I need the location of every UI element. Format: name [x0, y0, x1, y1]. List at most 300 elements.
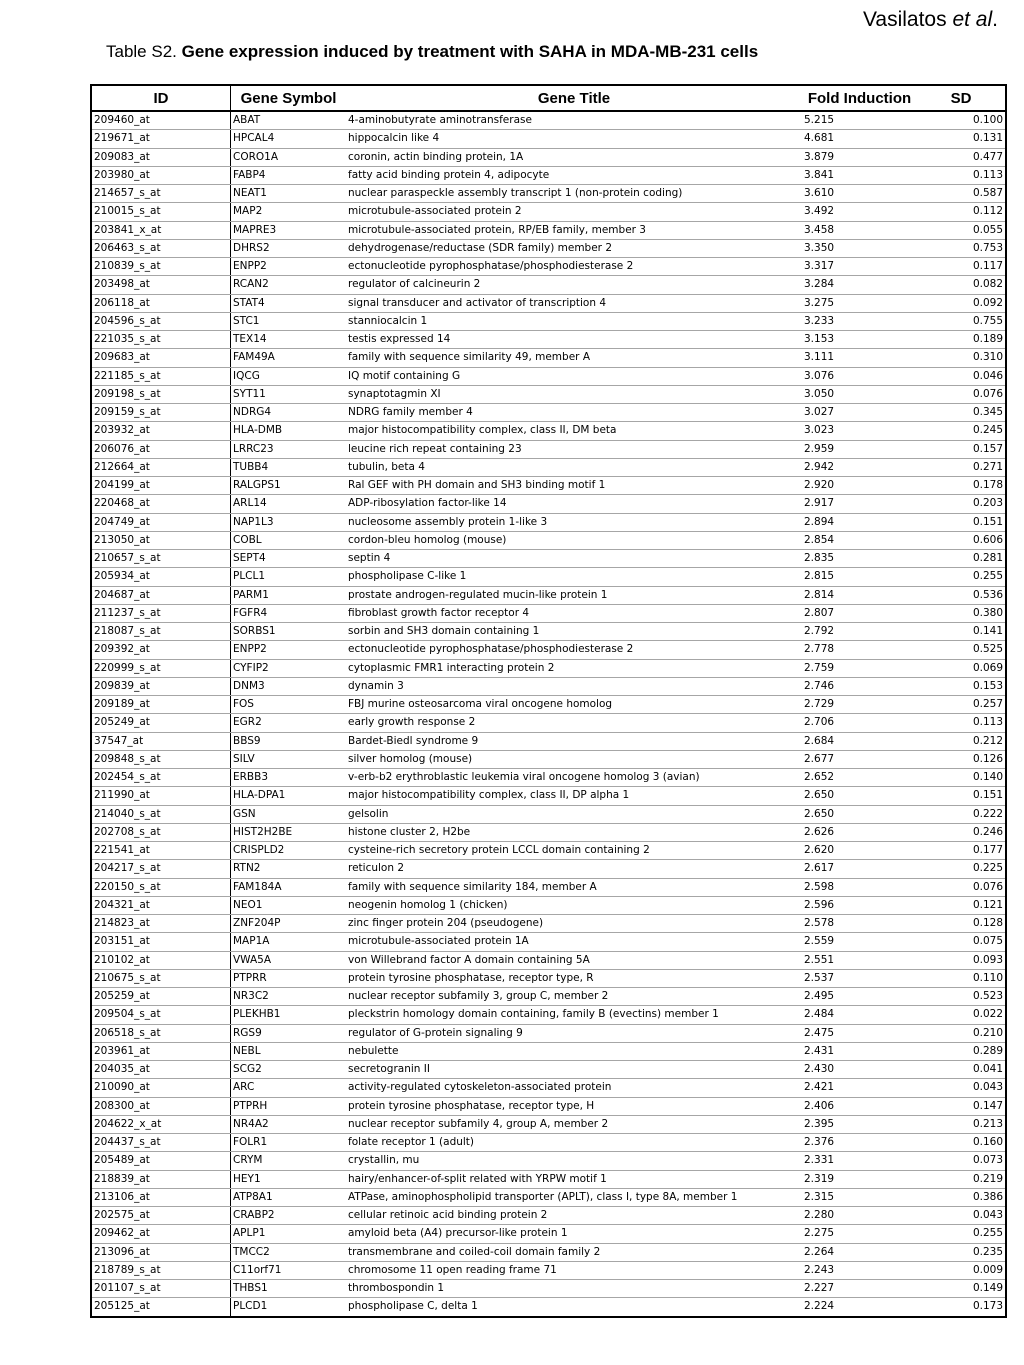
table-row — [91, 258, 1006, 276]
cell-gene-symbol: ZNF204P — [231, 915, 347, 933]
cell-fold-induction: 2.376 — [802, 1134, 917, 1152]
cell-gene-title: cysteine-rich secretory protein LCCL domain containing 2 — [346, 842, 802, 860]
cell-gene-symbol: ABAT — [231, 111, 347, 130]
cell-gene-title: ectonucleotide pyrophosphatase/phosphodiesterase 2 — [346, 258, 802, 276]
cell-fold-induction: 2.835 — [802, 550, 917, 568]
cell-gene-symbol: MAP2 — [231, 203, 347, 221]
cell-sd: 0.219 — [917, 1170, 1006, 1188]
cell-id: 203498_at — [91, 276, 231, 294]
table-row — [91, 495, 1006, 513]
cell-gene-title: silver homolog (mouse) — [346, 750, 802, 768]
cell-id: 210015_s_at — [91, 203, 231, 221]
cell-fold-induction: 3.350 — [802, 239, 917, 257]
cell-sd: 0.110 — [917, 969, 1006, 987]
cell-sd: 0.380 — [917, 604, 1006, 622]
cell-sd: 0.255 — [917, 1225, 1006, 1243]
cell-gene-symbol: LRRC23 — [231, 440, 347, 458]
cell-sd: 0.117 — [917, 258, 1006, 276]
cell-gene-symbol: CRISPLD2 — [231, 842, 347, 860]
cell-id: 218789_s_at — [91, 1261, 231, 1279]
cell-gene-symbol: PTPRR — [231, 969, 347, 987]
table-row — [91, 1006, 1006, 1024]
cell-gene-symbol: TMCC2 — [231, 1243, 347, 1261]
table-row — [91, 1225, 1006, 1243]
cell-sd: 0.160 — [917, 1134, 1006, 1152]
author-name: Vasilatos — [862, 8, 953, 31]
cell-sd: 0.345 — [917, 404, 1006, 422]
table-row — [91, 477, 1006, 495]
cell-id: 203841_x_at — [91, 221, 231, 239]
cell-gene-title: cordon-bleu homolog (mouse) — [346, 531, 802, 549]
cell-sd: 0.289 — [917, 1042, 1006, 1060]
table-row — [91, 1134, 1006, 1152]
cell-fold-induction: 3.233 — [802, 312, 917, 330]
cell-sd: 0.271 — [917, 458, 1006, 476]
cell-gene-symbol: HPCAL4 — [231, 130, 347, 148]
cell-id: 209839_at — [91, 677, 231, 695]
table-row — [91, 513, 1006, 531]
cell-gene-symbol: CORO1A — [231, 148, 347, 166]
cell-gene-title: regulator of G-protein signaling 9 — [346, 1024, 802, 1042]
cell-fold-induction: 2.395 — [802, 1115, 917, 1133]
caption-label: Table S2. — [106, 42, 182, 61]
cell-id: 203980_at — [91, 166, 231, 184]
table-row — [91, 951, 1006, 969]
cell-fold-induction: 2.626 — [802, 823, 917, 841]
cell-gene-symbol: RCAN2 — [231, 276, 347, 294]
cell-fold-induction: 2.920 — [802, 477, 917, 495]
cell-sd: 0.128 — [917, 915, 1006, 933]
cell-id: 205934_at — [91, 568, 231, 586]
cell-id: 210090_at — [91, 1079, 231, 1097]
cell-id: 203961_at — [91, 1042, 231, 1060]
cell-gene-title: thrombospondin 1 — [346, 1280, 802, 1298]
cell-sd: 0.141 — [917, 623, 1006, 641]
cell-sd: 0.022 — [917, 1006, 1006, 1024]
table-row — [91, 787, 1006, 805]
cell-sd: 0.173 — [917, 1298, 1006, 1317]
cell-sd: 0.210 — [917, 1024, 1006, 1042]
cell-gene-symbol: SEPT4 — [231, 550, 347, 568]
cell-id: 209683_at — [91, 349, 231, 367]
table-row — [91, 915, 1006, 933]
cell-gene-symbol: RGS9 — [231, 1024, 347, 1042]
cell-gene-symbol: MAPRE3 — [231, 221, 347, 239]
cell-gene-symbol: EGR2 — [231, 714, 347, 732]
cell-sd: 0.213 — [917, 1115, 1006, 1133]
table-row — [91, 1170, 1006, 1188]
cell-id: 218087_s_at — [91, 623, 231, 641]
cell-id: 220468_at — [91, 495, 231, 513]
table-row — [91, 842, 1006, 860]
cell-gene-title: 4-aminobutyrate aminotransferase — [346, 111, 802, 130]
table-row — [91, 130, 1006, 148]
table-row — [91, 166, 1006, 184]
table-header-row — [91, 85, 1006, 111]
cell-gene-title: hippocalcin like 4 — [346, 130, 802, 148]
cell-fold-induction: 3.275 — [802, 294, 917, 312]
cell-gene-title: dehydrogenase/reductase (SDR family) member 2 — [346, 239, 802, 257]
cell-fold-induction: 3.610 — [802, 185, 917, 203]
cell-gene-title: IQ motif containing G — [346, 367, 802, 385]
cell-gene-symbol: RTN2 — [231, 860, 347, 878]
table-row — [91, 586, 1006, 604]
cell-gene-title: FBJ murine osteosarcoma viral oncogene homolog — [346, 696, 802, 714]
cell-gene-symbol: HIST2H2BE — [231, 823, 347, 841]
cell-fold-induction: 3.027 — [802, 404, 917, 422]
cell-gene-title: crystallin, mu — [346, 1152, 802, 1170]
cell-sd: 0.177 — [917, 842, 1006, 860]
cell-gene-title: family with sequence similarity 184, member A — [346, 878, 802, 896]
cell-id: 204035_at — [91, 1061, 231, 1079]
cell-fold-induction: 2.578 — [802, 915, 917, 933]
table-row — [91, 349, 1006, 367]
cell-fold-induction: 2.598 — [802, 878, 917, 896]
cell-sd: 0.212 — [917, 732, 1006, 750]
cell-sd: 0.151 — [917, 787, 1006, 805]
cell-id: 206118_at — [91, 294, 231, 312]
table-row — [91, 1243, 1006, 1261]
cell-id: 218839_at — [91, 1170, 231, 1188]
cell-gene-title: folate receptor 1 (adult) — [346, 1134, 802, 1152]
cell-fold-induction: 2.620 — [802, 842, 917, 860]
cell-fold-induction: 3.317 — [802, 258, 917, 276]
table-row — [91, 732, 1006, 750]
cell-gene-symbol: DHRS2 — [231, 239, 347, 257]
cell-gene-symbol: HLA-DMB — [231, 422, 347, 440]
cell-sd: 0.113 — [917, 166, 1006, 184]
cell-gene-title: septin 4 — [346, 550, 802, 568]
cell-gene-title: early growth response 2 — [346, 714, 802, 732]
cell-id: 205489_at — [91, 1152, 231, 1170]
cell-id: 209392_at — [91, 641, 231, 659]
cell-sd: 0.753 — [917, 239, 1006, 257]
cell-id: 221185_s_at — [91, 367, 231, 385]
table-row — [91, 1097, 1006, 1115]
cell-id: 205249_at — [91, 714, 231, 732]
table-row — [91, 659, 1006, 677]
cell-gene-symbol: PARM1 — [231, 586, 347, 604]
cell-gene-symbol: SILV — [231, 750, 347, 768]
cell-gene-symbol: PLCD1 — [231, 1298, 347, 1317]
table-row — [91, 1280, 1006, 1298]
cell-id: 204622_x_at — [91, 1115, 231, 1133]
table-row — [91, 805, 1006, 823]
cell-fold-induction: 2.475 — [802, 1024, 917, 1042]
author-period: . — [992, 8, 998, 31]
cell-gene-symbol: FGFR4 — [231, 604, 347, 622]
cell-id: 210839_s_at — [91, 258, 231, 276]
cell-id: 204596_s_at — [91, 312, 231, 330]
cell-gene-title: chromosome 11 open reading frame 71 — [346, 1261, 802, 1279]
cell-sd: 0.113 — [917, 714, 1006, 732]
cell-id: 203151_at — [91, 933, 231, 951]
cell-sd: 0.041 — [917, 1061, 1006, 1079]
table-row — [91, 148, 1006, 166]
cell-id: 214040_s_at — [91, 805, 231, 823]
cell-gene-title: signal transducer and activator of transcription 4 — [346, 294, 802, 312]
cell-id: 204437_s_at — [91, 1134, 231, 1152]
cell-gene-title: v-erb-b2 erythroblastic leukemia viral oncogene homolog 3 (avian) — [346, 769, 802, 787]
table-row — [91, 1188, 1006, 1206]
cell-gene-symbol: TUBB4 — [231, 458, 347, 476]
cell-gene-title: leucine rich repeat containing 23 — [346, 440, 802, 458]
cell-gene-title: cytoplasmic FMR1 interacting protein 2 — [346, 659, 802, 677]
cell-gene-title: nebulette — [346, 1042, 802, 1060]
cell-gene-title: Ral GEF with PH domain and SH3 binding motif 1 — [346, 477, 802, 495]
table-row — [91, 312, 1006, 330]
cell-sd: 0.073 — [917, 1152, 1006, 1170]
column-header-gene-symbol: Gene Symbol — [231, 85, 347, 111]
cell-sd: 0.147 — [917, 1097, 1006, 1115]
cell-gene-symbol: CRYM — [231, 1152, 347, 1170]
cell-id: 210102_at — [91, 951, 231, 969]
cell-id: 211237_s_at — [91, 604, 231, 622]
cell-fold-induction: 2.315 — [802, 1188, 917, 1206]
table-row — [91, 1024, 1006, 1042]
table-row — [91, 458, 1006, 476]
cell-gene-title: stanniocalcin 1 — [346, 312, 802, 330]
cell-gene-symbol: THBS1 — [231, 1280, 347, 1298]
table-row — [91, 221, 1006, 239]
cell-fold-induction: 2.227 — [802, 1280, 917, 1298]
cell-fold-induction: 3.111 — [802, 349, 917, 367]
table-row — [91, 239, 1006, 257]
column-header-sd: SD — [917, 85, 1006, 111]
table-row — [91, 823, 1006, 841]
cell-id: 211990_at — [91, 787, 231, 805]
cell-fold-induction: 2.815 — [802, 568, 917, 586]
cell-id: 210657_s_at — [91, 550, 231, 568]
table-row — [91, 969, 1006, 987]
cell-sd: 0.157 — [917, 440, 1006, 458]
cell-gene-symbol: GSN — [231, 805, 347, 823]
cell-id: 206518_s_at — [91, 1024, 231, 1042]
cell-fold-induction: 2.264 — [802, 1243, 917, 1261]
cell-sd: 0.055 — [917, 221, 1006, 239]
table-row — [91, 1298, 1006, 1317]
cell-fold-induction: 2.854 — [802, 531, 917, 549]
table-row — [91, 641, 1006, 659]
cell-gene-symbol: VWA5A — [231, 951, 347, 969]
cell-fold-induction: 2.894 — [802, 513, 917, 531]
cell-fold-induction: 2.650 — [802, 805, 917, 823]
table-row — [91, 276, 1006, 294]
cell-gene-symbol: HEY1 — [231, 1170, 347, 1188]
cell-id: 209083_at — [91, 148, 231, 166]
column-header-id: ID — [91, 85, 231, 111]
table-row — [91, 1042, 1006, 1060]
caption-title: Gene expression induced by treatment with SAHA in MDA-MB-231 cells — [181, 42, 759, 61]
cell-id: 212664_at — [91, 458, 231, 476]
table-row — [91, 550, 1006, 568]
cell-gene-title: pleckstrin homology domain containing, family B (evectins) member 1 — [346, 1006, 802, 1024]
author-et-al: et al — [952, 8, 993, 31]
table-row — [91, 294, 1006, 312]
cell-sd: 0.076 — [917, 878, 1006, 896]
cell-gene-title: zinc finger protein 204 (pseudogene) — [346, 915, 802, 933]
cell-gene-title: amyloid beta (A4) precursor-like protein 1 — [346, 1225, 802, 1243]
cell-gene-symbol: RALGPS1 — [231, 477, 347, 495]
cell-fold-induction: 2.406 — [802, 1097, 917, 1115]
cell-sd: 0.235 — [917, 1243, 1006, 1261]
table-row — [91, 203, 1006, 221]
cell-sd: 0.189 — [917, 331, 1006, 349]
cell-id: 209504_s_at — [91, 1006, 231, 1024]
cell-fold-induction: 2.484 — [802, 1006, 917, 1024]
cell-fold-induction: 3.076 — [802, 367, 917, 385]
cell-id: 209848_s_at — [91, 750, 231, 768]
cell-sd: 0.310 — [917, 349, 1006, 367]
cell-id: 221541_at — [91, 842, 231, 860]
cell-gene-symbol: ATP8A1 — [231, 1188, 347, 1206]
table-row — [91, 1079, 1006, 1097]
cell-gene-symbol: CRABP2 — [231, 1207, 347, 1225]
table-row — [91, 1261, 1006, 1279]
cell-id: 201107_s_at — [91, 1280, 231, 1298]
cell-sd: 0.755 — [917, 312, 1006, 330]
cell-sd: 0.112 — [917, 203, 1006, 221]
cell-fold-induction: 2.814 — [802, 586, 917, 604]
cell-sd: 0.523 — [917, 988, 1006, 1006]
cell-id: 204687_at — [91, 586, 231, 604]
cell-gene-symbol: NEAT1 — [231, 185, 347, 203]
cell-gene-symbol: ENPP2 — [231, 258, 347, 276]
cell-gene-symbol: COBL — [231, 531, 347, 549]
cell-sd: 0.069 — [917, 659, 1006, 677]
cell-id: 213050_at — [91, 531, 231, 549]
cell-sd: 0.043 — [917, 1207, 1006, 1225]
cell-fold-induction: 5.215 — [802, 111, 917, 130]
cell-sd: 0.225 — [917, 860, 1006, 878]
cell-id: 202454_s_at — [91, 769, 231, 787]
cell-id: 219671_at — [91, 130, 231, 148]
table-row — [91, 878, 1006, 896]
cell-gene-title: histone cluster 2, H2be — [346, 823, 802, 841]
cell-id: 221035_s_at — [91, 331, 231, 349]
cell-gene-symbol: BBS9 — [231, 732, 347, 750]
cell-gene-title: nuclear receptor subfamily 3, group C, member 2 — [346, 988, 802, 1006]
cell-gene-symbol: TEX14 — [231, 331, 347, 349]
cell-fold-induction: 3.841 — [802, 166, 917, 184]
table-row — [91, 1061, 1006, 1079]
cell-id: 203932_at — [91, 422, 231, 440]
cell-gene-symbol: APLP1 — [231, 1225, 347, 1243]
cell-gene-symbol: FAM184A — [231, 878, 347, 896]
cell-id: 202575_at — [91, 1207, 231, 1225]
cell-sd: 0.075 — [917, 933, 1006, 951]
cell-sd: 0.092 — [917, 294, 1006, 312]
cell-fold-induction: 2.331 — [802, 1152, 917, 1170]
cell-gene-title: microtubule-associated protein, RP/EB family, member 3 — [346, 221, 802, 239]
cell-gene-symbol: ARL14 — [231, 495, 347, 513]
cell-fold-induction: 2.551 — [802, 951, 917, 969]
cell-id: 214657_s_at — [91, 185, 231, 203]
cell-gene-symbol: NDRG4 — [231, 404, 347, 422]
cell-sd: 0.126 — [917, 750, 1006, 768]
cell-gene-symbol: PTPRH — [231, 1097, 347, 1115]
cell-id: 209159_s_at — [91, 404, 231, 422]
cell-gene-symbol: ARC — [231, 1079, 347, 1097]
cell-id: 204199_at — [91, 477, 231, 495]
cell-gene-symbol: NAP1L3 — [231, 513, 347, 531]
cell-fold-induction: 2.652 — [802, 769, 917, 787]
cell-gene-symbol: NEO1 — [231, 896, 347, 914]
cell-sd: 0.587 — [917, 185, 1006, 203]
cell-gene-title: ectonucleotide pyrophosphatase/phosphodiesterase 2 — [346, 641, 802, 659]
table-row — [91, 1115, 1006, 1133]
cell-fold-induction: 2.275 — [802, 1225, 917, 1243]
cell-gene-title: hairy/enhancer-of-split related with YRPW motif 1 — [346, 1170, 802, 1188]
cell-fold-induction: 3.879 — [802, 148, 917, 166]
cell-gene-symbol: FAM49A — [231, 349, 347, 367]
cell-gene-symbol: STC1 — [231, 312, 347, 330]
author-line — [863, 8, 998, 32]
cell-fold-induction: 2.746 — [802, 677, 917, 695]
cell-id: 209189_at — [91, 696, 231, 714]
cell-sd: 0.076 — [917, 385, 1006, 403]
cell-fold-induction: 2.243 — [802, 1261, 917, 1279]
cell-fold-induction: 2.537 — [802, 969, 917, 987]
cell-sd: 0.153 — [917, 677, 1006, 695]
cell-sd: 0.149 — [917, 1280, 1006, 1298]
cell-gene-title: reticulon 2 — [346, 860, 802, 878]
cell-gene-title: phospholipase C, delta 1 — [346, 1298, 802, 1317]
cell-gene-symbol: HLA-DPA1 — [231, 787, 347, 805]
table-row — [91, 568, 1006, 586]
cell-gene-title: nuclear receptor subfamily 4, group A, member 2 — [346, 1115, 802, 1133]
cell-id: 204749_at — [91, 513, 231, 531]
cell-gene-title: family with sequence similarity 49, member A — [346, 349, 802, 367]
table-row — [91, 896, 1006, 914]
cell-sd: 0.536 — [917, 586, 1006, 604]
cell-gene-title: dynamin 3 — [346, 677, 802, 695]
cell-fold-induction: 3.284 — [802, 276, 917, 294]
cell-sd: 0.525 — [917, 641, 1006, 659]
cell-gene-symbol: PLCL1 — [231, 568, 347, 586]
table-row — [91, 623, 1006, 641]
cell-sd: 0.043 — [917, 1079, 1006, 1097]
cell-gene-symbol: SYT11 — [231, 385, 347, 403]
cell-sd: 0.606 — [917, 531, 1006, 549]
cell-sd: 0.093 — [917, 951, 1006, 969]
cell-fold-induction: 2.224 — [802, 1298, 917, 1317]
cell-gene-title: activity-regulated cytoskeleton-associated protein — [346, 1079, 802, 1097]
gene-expression-table — [90, 84, 1007, 1318]
table-row — [91, 1207, 1006, 1225]
cell-gene-title: protein tyrosine phosphatase, receptor type, R — [346, 969, 802, 987]
cell-fold-induction: 2.495 — [802, 988, 917, 1006]
cell-sd: 0.257 — [917, 696, 1006, 714]
cell-fold-induction: 4.681 — [802, 130, 917, 148]
cell-gene-symbol: STAT4 — [231, 294, 347, 312]
cell-sd: 0.386 — [917, 1188, 1006, 1206]
table-row — [91, 988, 1006, 1006]
cell-gene-title: phospholipase C-like 1 — [346, 568, 802, 586]
table-row — [91, 367, 1006, 385]
cell-gene-symbol: FABP4 — [231, 166, 347, 184]
table-row — [91, 860, 1006, 878]
cell-id: 206463_s_at — [91, 239, 231, 257]
cell-fold-induction: 2.729 — [802, 696, 917, 714]
cell-fold-induction: 2.430 — [802, 1061, 917, 1079]
cell-sd: 0.178 — [917, 477, 1006, 495]
cell-id: 220999_s_at — [91, 659, 231, 677]
cell-id: 204321_at — [91, 896, 231, 914]
cell-fold-induction: 2.421 — [802, 1079, 917, 1097]
cell-gene-title: secretogranin II — [346, 1061, 802, 1079]
cell-gene-symbol: IQCG — [231, 367, 347, 385]
